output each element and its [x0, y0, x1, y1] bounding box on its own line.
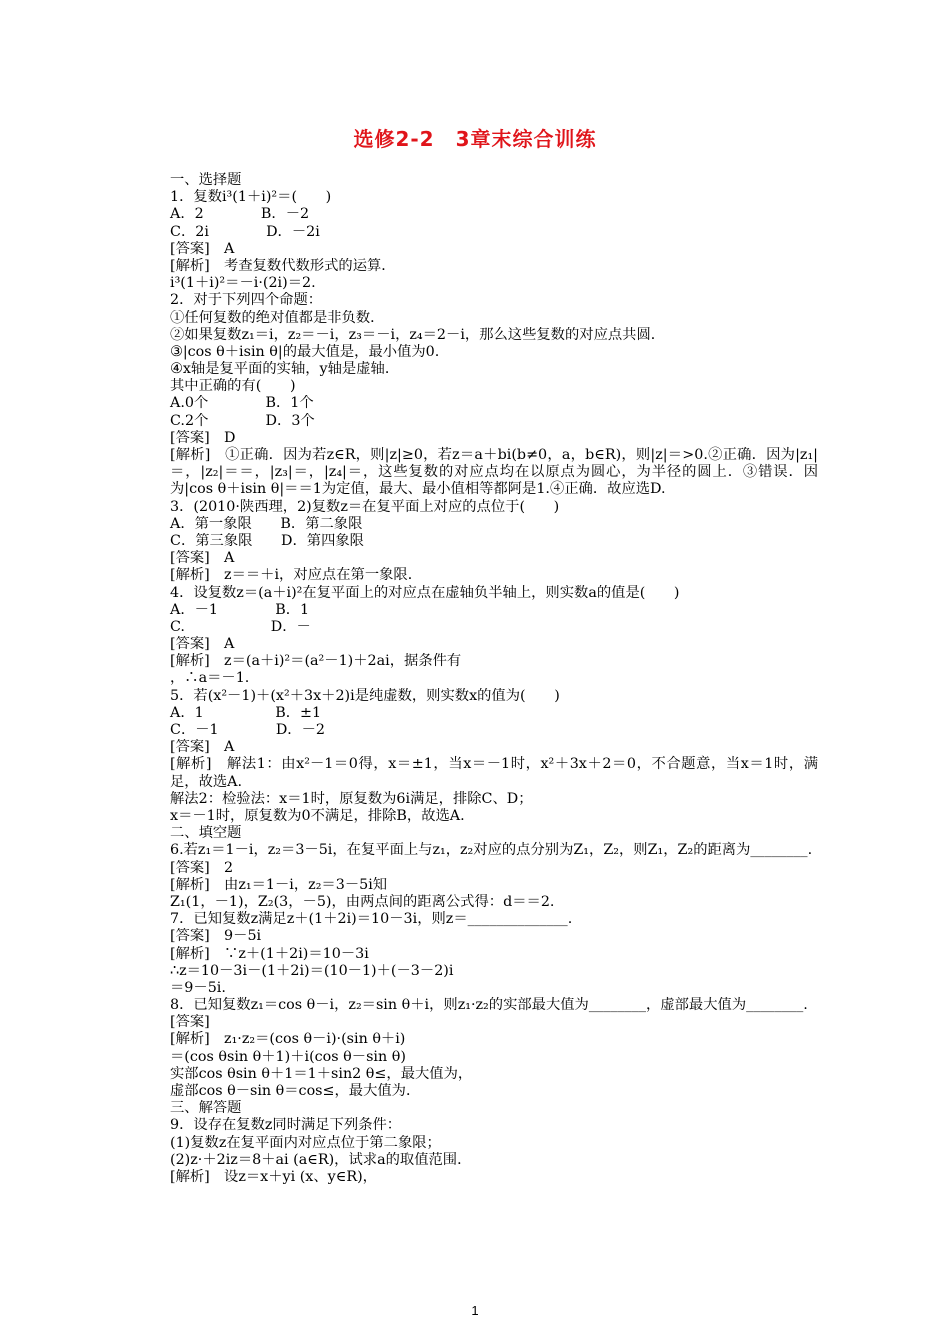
text-line: [解析] ①正确．因为若z∈R，则|z|≥0，若z＝a＋bi(b≠0，a，b∈R)，则|z|＝>0.②正确．因为|z₁|＝，|z₂|＝＝，|z₃|＝，|z₄|＝，这些复数的对应点均在以原点为圆心，为半径的圆上．③错误．因为|cos θ＋isin θ|＝＝1为定值，最大、最小值相等都阿是1.④正确．故应选D. [170, 447, 818, 498]
text-line: 7．已知复数z满足z＋(1＋2i)＝10－3i，则z＝______________. [170, 911, 573, 928]
text-line: 虚部cos θ－sin θ＝cos≤，最大值为． [170, 1083, 421, 1100]
text-line: C. D．－ [170, 618, 311, 635]
text-line: [解析] z＝(a＋i)²＝(a²－1)＋2ai，据条件有 [170, 653, 462, 670]
document-body [138, 172, 818, 1186]
text-line: 9．设存在复数z同时满足下列条件： [170, 1117, 402, 1134]
text-line: (2)z·＋2iz＝8＋ai (a∈R)，试求a的取值范围． [170, 1151, 472, 1168]
text-line: [解析] ∵z＋(1＋2i)＝10－3i [170, 945, 369, 962]
text-line: 1．复数i³(1＋i)²＝( ) [170, 189, 332, 206]
text-line: 三、解答题 [170, 1100, 242, 1117]
text-line: 一、选择题 [170, 172, 242, 188]
text-line: [答案] D [170, 429, 236, 446]
text-line: [解析] 由z₁＝1－i，z₂＝3－5i知 [170, 876, 388, 893]
text-line: [答案] 9－5i [170, 928, 262, 945]
text-line: ②如果复数z₁＝i，z₂＝－i，z₃＝－i，z₄＝2－i，那么这些复数的对应点共圆． [170, 326, 666, 343]
text-line: [解析] 解法1：由x²－1＝0得，x＝±1，当x＝－1时，x²＋3x＋2＝0，不合题意，当x＝1时，满足，故选A. [170, 756, 818, 790]
text-line: ＝(cos θsin θ＋1)＋i(cos θ－sin θ) [170, 1048, 406, 1065]
page-number: 1 [471, 1303, 479, 1318]
text-line: 4．设复数z＝(a＋i)²在复平面上的对应点在虚轴负半轴上，则实数a的值是( ) [170, 584, 680, 601]
text-line: C.2个 D．3个 [170, 412, 315, 429]
text-line: 8．已知复数z₁＝cos θ－i，z₂＝sin θ＋i，则z₁·z₂的实部最大值为________，虚部最大值为________. [170, 997, 808, 1014]
text-line: A.0个 B．1个 [170, 395, 314, 412]
text-line: ∴z＝10－3i－(1＋2i)＝(10－1)＋(－3－2)i [170, 962, 454, 979]
text-line: [答案] A [170, 636, 235, 653]
text-line: 实部cos θsin θ＋1＝1＋sin2 θ≤，最大值为， [170, 1065, 473, 1082]
text-line: A．第一象限 B．第二象限 [170, 515, 363, 532]
text-line: [答案] A [170, 240, 235, 257]
text-line: ＝9－5i. [170, 979, 226, 996]
text-line: Z₁(1，－1)，Z₂(3，－5)，由两点间的距离公式得：d＝＝2. [170, 893, 555, 910]
text-line: (1)复数z在复平面内对应点位于第二象限； [170, 1134, 441, 1151]
text-line: [答案] A [170, 550, 235, 567]
text-line: 6.若z₁＝1－i，z₂＝3－5i，在复平面上与z₁，z₂对应的点分别为Z₁，Z₂，则Z₁，Z₂的距离为________. [170, 842, 813, 859]
text-line: [答案] A [170, 739, 235, 756]
text-line: C．－1 D．－2 [170, 722, 325, 739]
text-line: A．－1 B．1 [170, 601, 310, 618]
text-line: ①任何复数的绝对值都是非负数． [170, 309, 385, 326]
text-line: ③|cos θ＋isin θ|的最大值是，最小值为0. [170, 343, 440, 360]
text-line: [解析] z＝＝＋i，对应点在第一象限． [170, 567, 423, 584]
text-line: i³(1＋i)²＝－i·(2i)＝2. [170, 275, 316, 292]
text-line: [解析] 设z＝x＋yi (x、y∈R)， [170, 1168, 377, 1185]
text-line: 二、填空题 [170, 825, 242, 842]
text-line: C．2i D．－2i [170, 223, 320, 240]
text-line: 3．(2010·陕西理，2)复数z＝在复平面上对应的点位于( ) [170, 498, 560, 515]
text-line: [答案] [170, 1014, 210, 1031]
text-line: 解法2：检验法：x＝1时，原复数为6i满足，排除C、D； [170, 790, 533, 807]
text-line: 其中正确的有( ) [170, 378, 296, 395]
text-line: x＝－1时，原复数为0不满足，排除B，故选A. [170, 808, 465, 825]
text-line: 5．若(x²－1)＋(x²＋3x＋2)i是纯虚数，则实数x的值为( ) [170, 687, 560, 704]
text-line: 2．对于下列四个命题： [170, 292, 323, 309]
text-line: ④x轴是复平面的实轴，y轴是虚轴． [170, 361, 400, 378]
text-line: A．1 B．±1 [170, 704, 322, 721]
text-line: [答案] 2 [170, 859, 234, 876]
text-line: C．第三象限 D．第四象限 [170, 532, 364, 549]
text-line: ，∴a＝－1. [170, 670, 250, 687]
text-line: [解析] z₁·z₂＝(cos θ－i)·(sin θ＋i) [170, 1031, 406, 1048]
text-line: A．2 B．－2 [170, 206, 310, 223]
text-line: [解析] 考查复数代数形式的运算． [170, 257, 396, 274]
page-title: 选修2-2 3章末综合训练 [353, 127, 597, 151]
